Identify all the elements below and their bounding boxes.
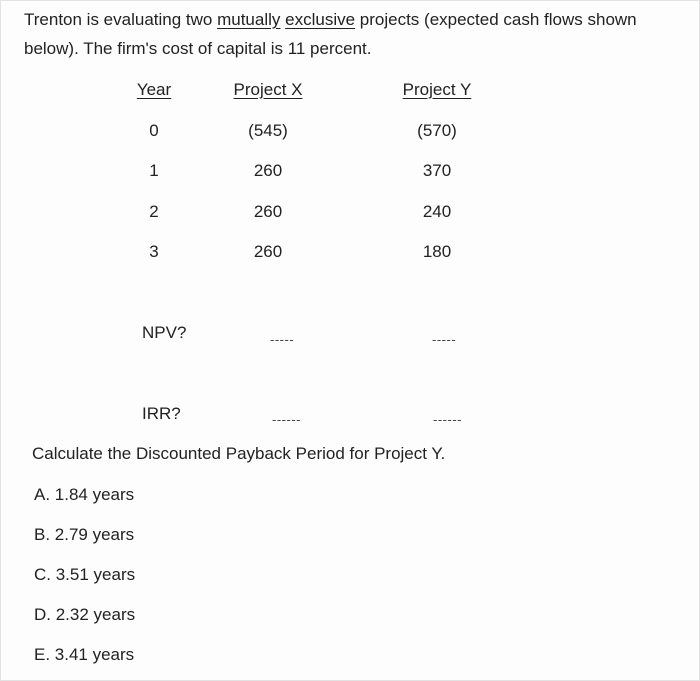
row-1-project-x: 260 xyxy=(253,161,283,180)
row-0-year: 0 xyxy=(149,121,159,140)
option-a[interactable]: A. 1.84 years xyxy=(34,485,135,504)
row-3-project-y: 180 xyxy=(422,242,452,261)
intro-exclusive: exclusive xyxy=(285,10,356,29)
row-2-year: 2 xyxy=(149,202,159,221)
intro-line-1 xyxy=(24,10,637,30)
irr-project-x-blank: ------ xyxy=(272,412,301,427)
option-e[interactable]: E. 3.41 years xyxy=(34,645,135,664)
header-project-x: Project X xyxy=(233,80,303,99)
intro-mutually: mutually xyxy=(217,10,281,29)
row-3-project-x: 260 xyxy=(253,242,283,261)
row-0-project-x: (545) xyxy=(248,121,288,140)
row-1-year: 1 xyxy=(149,161,159,180)
row-2-project-y: 240 xyxy=(422,202,452,221)
option-d[interactable]: D. 2.32 years xyxy=(34,605,136,624)
irr-label: IRR? xyxy=(142,404,181,423)
irr-project-y-blank: ------ xyxy=(433,412,462,427)
intro-text-end: projects (expected cash flows shown xyxy=(355,10,637,29)
npv-project-y-blank: ----- xyxy=(432,332,457,347)
npv-project-x-blank: ----- xyxy=(270,332,295,347)
intro-text-start: Trenton is evaluating two xyxy=(24,10,218,29)
option-b[interactable]: B. 2.79 years xyxy=(34,525,135,544)
question-text: Calculate the Discounted Payback Period for Project Y. xyxy=(32,444,446,463)
option-c[interactable]: C. 3.51 years xyxy=(34,565,136,584)
row-3-year: 3 xyxy=(149,242,159,261)
intro-line-2: below). The firm's cost of capital is 11 percent. xyxy=(24,39,372,58)
row-2-project-x: 260 xyxy=(253,202,283,221)
header-year: Year xyxy=(136,80,172,99)
npv-label: NPV? xyxy=(142,323,187,342)
header-project-y: Project Y xyxy=(402,80,472,99)
row-1-project-y: 370 xyxy=(422,161,452,180)
row-0-project-y: (570) xyxy=(417,121,457,140)
